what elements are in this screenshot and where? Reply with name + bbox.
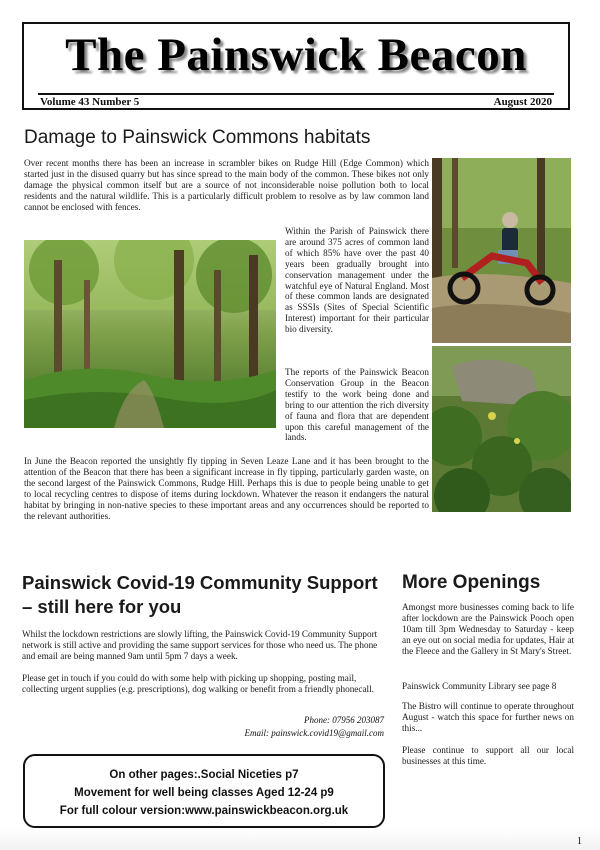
openings-paragraph-3: The Bistro will continue to operate throughout August - watch this space for further news on this... [402,701,574,733]
callout-line-2: Movement for well being classes Aged 12-24 p9 [74,787,334,799]
habitats-paragraph-3: The reports of the Painswick Beacon Conservation Group in the Beacon testify to the work being done and bring to our attention the rich diversity of fauna and flora that are dependent upon this careful management of the lands. [285,367,429,443]
page-number: 1 [577,836,582,847]
habitats-paragraph-2: Within the Parish of Painswick there are around 375 acres of common land of which 85% have over the past 40 years been gradually brought into conservation management under the watchful eye of Natural England. Most of these common lands are designated as SSSIs (Sites of Special Scientific Interest) important for their particular bio diversity. [285,226,429,335]
openings-paragraph-1: Amongst more businesses coming back to life after lockdown are the Painswick Pooch open 10am till 3pm Wednesday to Saturday - keep an eye out on social media for updates, Hair at the Fleece and the Gallery in St Mary's Street. [402,602,574,656]
page-bottom-band [0,828,600,850]
habitats-paragraph-4: In June the Beacon reported the unsightly fly tipping in Seven Leaze Lane and it has been brought to the attention of the Beacon that there has been a significant increase in fly tipping, particularly garden waste, on the second largest of the Painswick Commons, Rudge Hill. Perhaps this is due to people being unable to get to local recycling centres to dispose of items during lockdown. Whatever the reason it endangers the natural habitat by bringing in non-native species to these important areas and any occurrences should be reported to the relevant authorities. [24,456,429,521]
fly-tipping-photo [432,346,571,512]
issue-volume: Volume 43 Number 5 [40,96,140,108]
covid-paragraph-1: Whilst the lockdown restrictions are slowly lifting, the Painswick Covid-19 Community Support network is still active and providing the same support services for those who need us. The phone and email are being manned 9am until 5pm 7 days a week. [22,629,378,661]
covid-paragraph-2: Please get in touch if you could do with some help with picking up shopping, posting mail, collecting urgent supplies (e.g. prescriptions), dog walking or benefit from a friendly phonecall. [22,673,374,694]
covid-headline-line-2: – still here for you [22,596,182,617]
callout-line-3: For full colour version:www.painswickbeacon.org.uk [59,805,349,817]
covid-headline [22,571,378,619]
openings-headline: More Openings [402,572,541,593]
other-pages-callout [23,754,385,828]
covid-email: Email: painswick.covid19@gmail.com [244,728,384,738]
openings-paragraph-2: Painswick Community Library see page 8 [402,681,557,691]
scrambler-bike-photo [432,158,571,343]
masthead-divider [38,93,554,95]
callout-line-1: On other pages:.Social Niceties p7 [109,769,299,781]
issue-date: August 2020 [493,96,552,108]
newsletter-title: The Painswick Beacon [65,29,527,81]
masthead [22,22,570,110]
woodland-photo [24,240,276,428]
habitats-paragraph-1: Over recent months there has been an increase in scrambler bikes on Rudge Hill (Edge Common) which started just in the disused quarry but has since spread to the main body of the common. These bikes not only damage the physical common itself but are a source of not inconsiderable noise pollution both to local residents and the natural wildlife. This is a particularly difficult problem to resolve as by law common land cannot be enclosed with fences. [24,158,429,212]
habitats-headline: Damage to Painswick Commons habitats [24,127,371,148]
covid-headline-line-1: Painswick Covid-19 Community Support [22,572,378,593]
openings-paragraph-4: Please continue to support all our local businesses at this time. [402,745,574,766]
covid-phone: Phone: 07956 203087 [304,715,384,725]
